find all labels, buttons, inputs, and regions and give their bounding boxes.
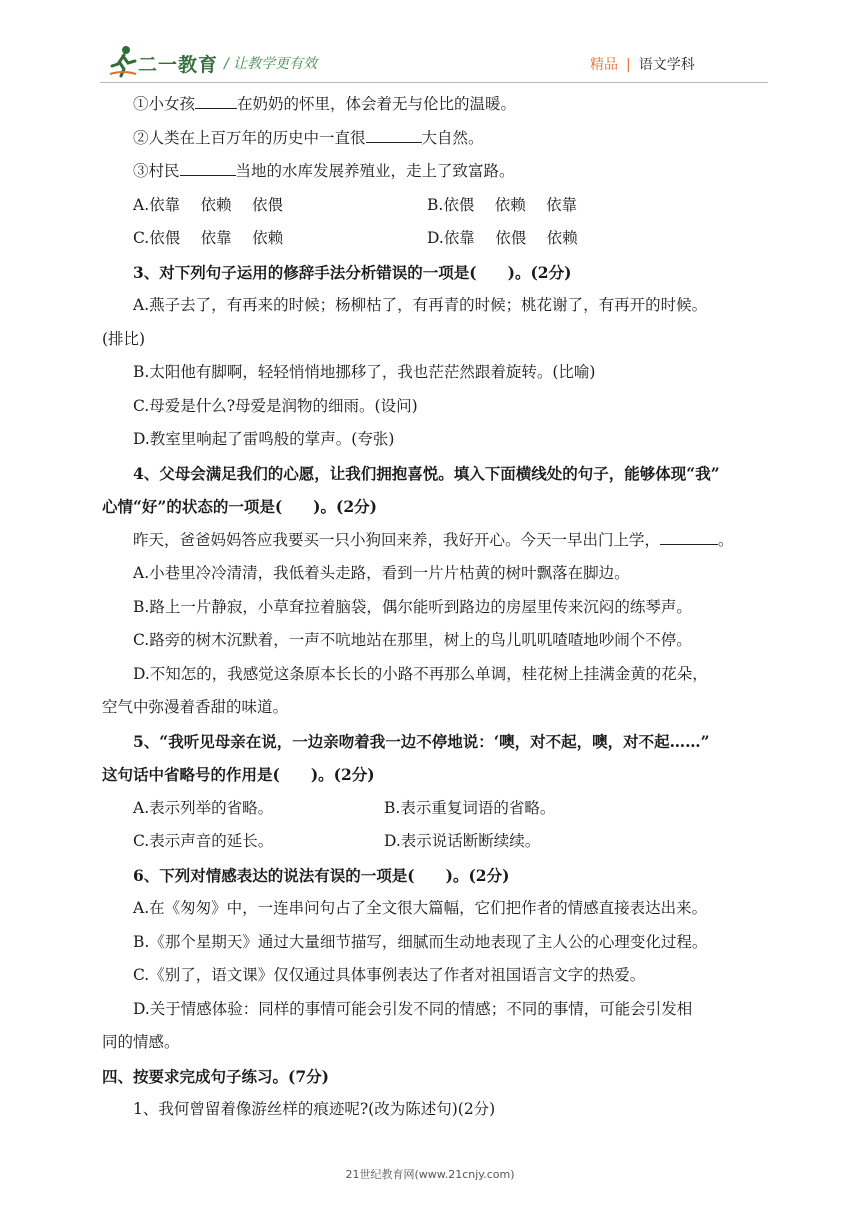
subject-label [590,54,695,74]
question-3-option-c: C.母爱是什么?母爱是润物的细雨。(设问) [133,396,418,415]
document-body [102,88,770,1127]
page-footer: 21世纪教育网(www.21cnjy.com) [345,1168,515,1181]
section-4-heading: 四、按要求完成句子练习。(7分) [102,1066,329,1086]
option-a: A.依靠 依赖 依偎 [133,195,283,214]
option-row [102,222,770,256]
sentence-2: ②人类在上百万年的历史中一直很 大自然。 [133,128,484,147]
sentence-1: ①小女孩 在奶奶的怀里，体会着无与伦比的温暖。 [133,95,517,113]
question-5-option-b: B.表示重复词语的省略。 [384,798,556,817]
page-header [0,0,860,90]
question-5-option-a: A.表示列举的省略。 [133,798,274,817]
question-4-context: 昨天，爸爸妈妈答应我要买一只小狗回来养，我好开心。今天一早出门上学， 。 [133,530,734,549]
header-separator: | [626,57,631,73]
quality-badge: 精品 [590,57,618,73]
header-divider [100,82,768,83]
question-4-option-d: D.不知怎的，我感觉这条原本长长的小路不再那么单调，桂花树上挂满金黄的花朵， [133,664,708,683]
question-5-option-d: D.表示说话断断续续。 [384,832,541,850]
option-row [102,825,770,859]
question-4-option-b: B.路上一片静寂，小草耷拉着脑袋，偶尔能听到路边的房屋里传来沉闷的练琴声。 [133,597,692,616]
question-4-stem-cont: 心情“好”的状态的一项是( )。(2分) [102,497,377,516]
question-5-stem: 5、“我听见母亲在说，一边亲吻着我一边不停地说：‘噢，对不起，噢，对不起……” [133,731,710,751]
question-3-option-a: A.燕子去了，有再来的时候；杨柳枯了，有再青的时候；桃花谢了，有再开的时候。 [133,296,708,314]
logo [108,44,228,80]
subject-name: 语文学科 [638,57,695,73]
logo-text: 二一教育 [138,54,219,76]
question-3-stem: 3、对下列句子运用的修辞手法分析错误的一项是( )。(2分) [133,262,572,282]
question-6-option-b: B.《那个星期天》通过大量细节描写，细腻而生动地表现了主人公的心理变化过程。 [133,932,708,951]
slogan: / 让教学更有效 [224,56,318,72]
question-3-option-a-cont: (排比) [102,329,146,348]
question-6-option-c: C.《别了，语文课》仅仅通过具体事例表达了作者对祖国语言文字的热爱。 [133,966,646,984]
answer-blank [366,141,422,143]
option-c: C.依偎 依靠 依赖 [133,229,284,247]
question-4-stem: 4、父母会满足我们的心愿，让我们拥抱喜悦。填入下面横线处的句子，能够体现“我” [133,463,720,483]
question-4-option-c: C.路旁的树木沉默着，一声不吭地站在那里，树上的鸟儿叽叽喳喳地吵闹个不停。 [133,631,692,649]
sentence-3: ③村民 当地的水库发展养殖业，走上了致富路。 [133,162,515,180]
runner-icon [108,44,138,78]
question-6-stem: 6、下列对情感表达的说法有误的一项是( )。(2分) [133,865,510,885]
answer-blank [195,107,237,109]
option-b: B.依偎 依赖 依靠 [427,195,578,214]
section-4-question-1: 1、我何曾留着像游丝样的痕迹呢?(改为陈述句)(2分) [133,1100,496,1118]
question-6-option-d: D.关于情感体验：同样的事情可能会引发不同的情感；不同的事情，可能会引发相 [133,999,693,1018]
option-row [102,792,770,826]
question-6-option-a: A.在《匆匆》中，一连串问句占了全文很大篇幅，它们把作者的情感直接表达出来。 [133,899,708,917]
question-5-option-c: C.表示声音的延长。 [133,832,274,850]
question-3-option-d: D.教室里响起了雷鸣般的掌声。(夸张) [133,430,395,448]
answer-blank [660,543,718,545]
option-row [102,189,770,223]
question-4-option-a: A.小巷里冷冷清清，我低着头走路，看到一片片枯黄的树叶飘落在脚边。 [133,564,630,582]
question-3-option-b: B.太阳他有脚啊，轻轻悄悄地挪移了，我也茫茫然跟着旋转。(比喻) [133,363,596,381]
question-5-stem-cont: 这句话中省略号的作用是( )。(2分) [102,765,375,784]
question-4-option-d-cont: 空气中弥漫着香甜的味道。 [102,698,289,716]
question-6-option-d-cont: 同的情感。 [102,1033,180,1051]
option-d: D.依靠 依偎 依赖 [427,229,578,247]
answer-blank [180,174,236,176]
